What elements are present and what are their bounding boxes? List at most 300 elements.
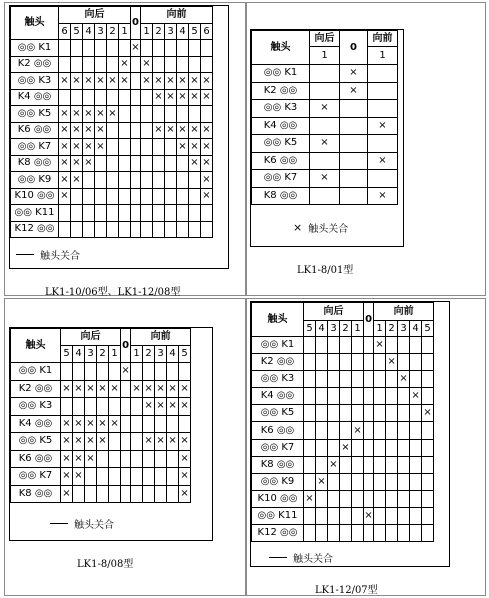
contact-row [11, 73, 213, 90]
closed-mark: × [85, 433, 97, 451]
contact-cell [121, 380, 131, 398]
contact-cell [85, 398, 97, 416]
closed-mark: × [109, 415, 121, 433]
closed-mark: × [201, 172, 213, 189]
contact-cell [153, 205, 165, 222]
contact-cell [167, 363, 179, 381]
contact-cell [71, 205, 83, 222]
contact-cell [422, 490, 434, 507]
contact-cell [141, 155, 153, 172]
contact-row [11, 380, 191, 398]
contact-cell [316, 337, 328, 354]
closed-mark: × [121, 363, 131, 381]
contact-cell [364, 371, 374, 388]
contact-row [252, 405, 434, 422]
contact-cell [119, 89, 131, 106]
contact-cell [189, 205, 201, 222]
contact-cell [328, 388, 340, 405]
contact-cell [422, 439, 434, 456]
contact-row [11, 221, 213, 238]
contact-cell [107, 122, 119, 139]
contact-cell [131, 221, 141, 238]
closed-mark: × [59, 73, 71, 90]
contact-cell [165, 56, 177, 73]
closed-mark: × [328, 456, 340, 473]
contact-cell [328, 507, 340, 524]
closed-mark: × [143, 380, 155, 398]
legend [269, 550, 333, 565]
contact-row [11, 188, 213, 205]
closed-mark: × [179, 398, 191, 416]
contact-diagram [250, 29, 404, 247]
contact-row [252, 371, 434, 388]
contact-cell [155, 450, 167, 468]
closed-mark: × [155, 398, 167, 416]
contact-cell [95, 172, 107, 189]
contact-cell [386, 439, 398, 456]
contact-cell [119, 139, 131, 156]
contact-row [252, 422, 434, 439]
contact-label: ◎◎ K3 [252, 100, 310, 118]
legend [16, 247, 80, 262]
closed-mark: × [95, 122, 107, 139]
contact-cell [71, 40, 83, 57]
closed-mark: × [61, 468, 73, 486]
contact-cell [328, 337, 340, 354]
contact-row [252, 354, 434, 371]
contact-cell [95, 155, 107, 172]
contact-cell [141, 40, 153, 57]
closed-mark: × [364, 507, 374, 524]
contact-label: ◎◎ K11 [11, 205, 59, 222]
contact-label: ◎◎ K1 [11, 363, 61, 381]
contact-cell [141, 205, 153, 222]
closed-mark: × [107, 73, 119, 90]
contact-cell [386, 422, 398, 439]
contact-label: K10 ◎◎ [252, 490, 304, 507]
contact-cell [422, 473, 434, 490]
contact-cell [109, 450, 121, 468]
closed-mark: × [59, 172, 71, 189]
contact-cell [304, 337, 316, 354]
closed-mark: × [95, 73, 107, 90]
contact-cell [374, 507, 386, 524]
position-number: 4 [167, 346, 179, 363]
contact-cell [153, 56, 165, 73]
closed-mark: × [131, 40, 141, 57]
position-number: 3 [85, 346, 97, 363]
closed-mark: × [59, 122, 71, 139]
contact-cell [95, 56, 107, 73]
contact-cell [374, 473, 386, 490]
contact-row [11, 40, 213, 57]
contact-label: ◎◎ K1 [252, 65, 310, 83]
contact-cell [141, 122, 153, 139]
contact-cell [97, 398, 109, 416]
contact-cell [374, 439, 386, 456]
closed-mark: × [85, 380, 97, 398]
contact-cell [304, 371, 316, 388]
contact-cell [189, 106, 201, 123]
contact-cell [165, 205, 177, 222]
position-number: 1 [352, 321, 364, 337]
contact-cell [121, 450, 131, 468]
contact-grid [10, 6, 213, 238]
contact-label: K6 ◎◎ [11, 122, 59, 139]
contact-cell [422, 337, 434, 354]
closed-mark: × [189, 139, 201, 156]
contact-cell [340, 371, 352, 388]
contact-cell [328, 422, 340, 439]
contact-label: K12 ◎◎ [11, 221, 59, 238]
contact-cell [83, 89, 95, 106]
contact-cell [201, 40, 213, 57]
contact-cell [131, 415, 143, 433]
closed-mark: × [71, 155, 83, 172]
contact-row [252, 117, 398, 135]
contact-cell [155, 363, 167, 381]
panel-caption: LK1-12/07型 [315, 585, 378, 596]
contact-cell [167, 468, 179, 486]
position-number: 5 [61, 346, 73, 363]
closed-mark: × [73, 433, 85, 451]
contact-label: K10 ◎◎ [11, 188, 59, 205]
contact-cell [131, 172, 141, 189]
closed-mark: × [83, 155, 95, 172]
closed-line-icon [50, 523, 68, 524]
closed-mark: × [179, 450, 191, 468]
position-number: 1 [131, 346, 143, 363]
contact-label: K8 ◎◎ [252, 187, 310, 205]
contact-label: ◎◎ K7 [11, 139, 59, 156]
contact-cell [179, 363, 191, 381]
contact-cell [352, 490, 364, 507]
contact-cell [386, 525, 398, 542]
panel-caption: LK1-8/08型 [77, 559, 134, 570]
closed-mark: × [201, 122, 213, 139]
closed-mark: × [143, 398, 155, 416]
position-number: 5 [179, 346, 191, 363]
contact-cell [410, 456, 422, 473]
closed-mark: × [386, 354, 398, 371]
contact-cell [352, 456, 364, 473]
closed-mark: × [59, 139, 71, 156]
contact-row [252, 456, 434, 473]
contact-cell [304, 422, 316, 439]
contact-cell [71, 89, 83, 106]
contact-cell [201, 221, 213, 238]
closed-mark: × [167, 433, 179, 451]
contact-row [252, 187, 398, 205]
contact-label: K12 ◎◎ [252, 525, 304, 542]
contact-cell [410, 525, 422, 542]
contact-cell [141, 188, 153, 205]
contact-label: K2 ◎◎ [252, 354, 304, 371]
closed-mark: × [71, 106, 83, 123]
contact-cell [316, 456, 328, 473]
contact-cell [121, 415, 131, 433]
contact-cell [368, 135, 398, 153]
contact-cell [165, 40, 177, 57]
contact-cell [410, 371, 422, 388]
contact-cell [167, 415, 179, 433]
contact-cell [328, 490, 340, 507]
contact-cell [131, 363, 143, 381]
position-number: 1 [310, 47, 340, 65]
contact-cell [340, 135, 368, 153]
legend-text: 触头关合 [293, 554, 333, 565]
contact-cell [95, 40, 107, 57]
contact-cell [340, 473, 352, 490]
contact-diagram [250, 301, 450, 567]
contact-label: K2 ◎◎ [252, 82, 310, 100]
contact-row [11, 205, 213, 222]
position-number: 6 [59, 24, 71, 40]
contact-cell [107, 56, 119, 73]
contact-label: ◎◎ K1 [11, 40, 59, 57]
contact-cell [131, 398, 143, 416]
closed-mark: × [73, 450, 85, 468]
contact-cell [153, 155, 165, 172]
contact-cell [410, 354, 422, 371]
contact-row [11, 89, 213, 106]
contact-row [11, 122, 213, 139]
contact-row [252, 337, 434, 354]
contact-cell [304, 354, 316, 371]
closed-mark: × [179, 468, 191, 486]
contact-cell [364, 525, 374, 542]
contact-label: ◎◎ K7 [252, 439, 304, 456]
contact-row [11, 468, 191, 486]
closed-mark: × [73, 468, 85, 486]
contact-header: 触头 [252, 303, 304, 337]
contact-cell [131, 106, 141, 123]
closed-mark: × [352, 422, 364, 439]
contact-row [252, 65, 398, 83]
contact-cell [165, 221, 177, 238]
position-number: 2 [153, 24, 165, 40]
contact-row [252, 388, 434, 405]
contact-cell [398, 388, 410, 405]
closed-mark: × [71, 122, 83, 139]
closed-mark: × [340, 439, 352, 456]
closed-mark: × [368, 187, 398, 205]
contact-cell [155, 468, 167, 486]
zero-position-header: 0 [340, 31, 368, 65]
contact-cell [364, 456, 374, 473]
contact-cell [83, 56, 95, 73]
contact-cell [352, 405, 364, 422]
position-number: 5 [304, 321, 316, 337]
contact-cell [398, 337, 410, 354]
contact-row [11, 450, 191, 468]
contact-cell [364, 354, 374, 371]
contact-cell [141, 221, 153, 238]
panel-lk1-8-08 [4, 298, 246, 596]
contact-row [11, 415, 191, 433]
contact-header: 触头 [252, 31, 310, 65]
contact-cell [177, 40, 189, 57]
contact-cell [109, 363, 121, 381]
closed-mark: × [61, 415, 73, 433]
contact-cell [97, 450, 109, 468]
contact-cell [398, 422, 410, 439]
closed-mark: × [59, 106, 71, 123]
closed-mark: × [310, 170, 340, 188]
contact-cell [73, 485, 85, 503]
contact-cell [410, 507, 422, 524]
contact-cell [119, 155, 131, 172]
closed-mark: × [201, 188, 213, 205]
contact-cell [83, 221, 95, 238]
contact-label: K8 ◎◎ [11, 485, 61, 503]
closed-mark: × [368, 117, 398, 135]
closed-mark: × [398, 371, 410, 388]
contact-cell [177, 172, 189, 189]
closed-mark: × [83, 73, 95, 90]
position-number: 5 [71, 24, 83, 40]
closed-mark: × [155, 433, 167, 451]
contact-row [252, 490, 434, 507]
contact-cell [364, 490, 374, 507]
contact-label: ◎◎ K5 [252, 405, 304, 422]
closed-mark: × [107, 106, 119, 123]
position-number: 1 [368, 47, 398, 65]
contact-cell [340, 456, 352, 473]
closed-mark: × [59, 155, 71, 172]
contact-cell [316, 354, 328, 371]
contact-cell [131, 139, 141, 156]
contact-cell [71, 221, 83, 238]
contact-cell [340, 100, 368, 118]
contact-cell [109, 398, 121, 416]
contact-cell [374, 525, 386, 542]
contact-cell [83, 188, 95, 205]
contact-cell [83, 205, 95, 222]
contact-cell [304, 405, 316, 422]
contact-cell [398, 439, 410, 456]
contact-cell [131, 73, 141, 90]
closed-mark: × [119, 73, 131, 90]
contact-cell [95, 205, 107, 222]
back-direction-header: 向后 [59, 7, 131, 24]
contact-cell [352, 354, 364, 371]
contact-cell [422, 354, 434, 371]
closed-mark: × [109, 380, 121, 398]
contact-cell [316, 525, 328, 542]
contact-cell [352, 473, 364, 490]
contact-cell [386, 388, 398, 405]
contact-cell [340, 388, 352, 405]
closed-mark: × [304, 490, 316, 507]
front-direction-header: 向前 [141, 7, 213, 24]
contact-cell [61, 398, 73, 416]
contact-cell [340, 170, 368, 188]
contact-cell [410, 405, 422, 422]
closed-mark: × [165, 122, 177, 139]
contact-cell [153, 188, 165, 205]
contact-cell [340, 507, 352, 524]
contact-cell [398, 473, 410, 490]
contact-row [11, 485, 191, 503]
contact-cell [410, 490, 422, 507]
closed-mark: × [61, 433, 73, 451]
closed-mark: × [97, 433, 109, 451]
contact-cell [304, 439, 316, 456]
closed-mark: × [410, 388, 422, 405]
contact-row [252, 507, 434, 524]
closed-line-icon [269, 557, 287, 558]
closed-mark: × [83, 139, 95, 156]
front-direction-header: 向前 [374, 303, 434, 321]
contact-cell [85, 485, 97, 503]
front-direction-header: 向前 [131, 329, 191, 346]
contact-cell [131, 485, 143, 503]
contact-cell [189, 172, 201, 189]
panel-caption: LK1-10/06型、LK1-12/08型 [45, 287, 181, 298]
contact-label: ◎◎ K5 [11, 106, 59, 123]
contact-cell [153, 106, 165, 123]
contact-cell [143, 415, 155, 433]
contact-cell [410, 439, 422, 456]
contact-cell [386, 371, 398, 388]
contact-row [11, 155, 213, 172]
closed-mark: × [153, 122, 165, 139]
contact-cell [304, 507, 316, 524]
closed-mark: × [167, 398, 179, 416]
position-number: 4 [83, 24, 95, 40]
position-number: 1 [374, 321, 386, 337]
position-number: 5 [189, 24, 201, 40]
closed-mark: × [368, 152, 398, 170]
back-direction-header: 向后 [61, 329, 121, 346]
contact-label: ◎◎ K11 [252, 507, 304, 524]
contact-cell [386, 405, 398, 422]
contact-cell [107, 155, 119, 172]
contact-label: ◎◎ K3 [11, 73, 59, 90]
contact-label: K4 ◎◎ [252, 388, 304, 405]
position-number: 3 [165, 24, 177, 40]
zero-position-header: 0 [121, 329, 131, 363]
closed-mark: × [177, 139, 189, 156]
contact-cell [422, 525, 434, 542]
contact-cell [340, 152, 368, 170]
contact-cell [155, 415, 167, 433]
contact-cell [131, 122, 141, 139]
closed-mark: × [340, 82, 368, 100]
back-direction-header: 向后 [310, 31, 340, 47]
closed-mark: × [71, 172, 83, 189]
contact-cell [59, 205, 71, 222]
contact-cell [352, 507, 364, 524]
contact-cell [310, 117, 340, 135]
closed-mark: × [59, 188, 71, 205]
contact-cell [340, 525, 352, 542]
contact-cell [121, 468, 131, 486]
closed-mark: × [201, 155, 213, 172]
contact-cell [328, 371, 340, 388]
contact-cell [316, 490, 328, 507]
contact-cell [109, 433, 121, 451]
contact-cell [73, 398, 85, 416]
contact-diagram [9, 327, 213, 541]
contact-cell [304, 388, 316, 405]
contact-cell [59, 221, 71, 238]
contact-cell [59, 56, 71, 73]
contact-cell [119, 106, 131, 123]
zero-position-header: 0 [364, 303, 374, 337]
contact-cell [189, 40, 201, 57]
